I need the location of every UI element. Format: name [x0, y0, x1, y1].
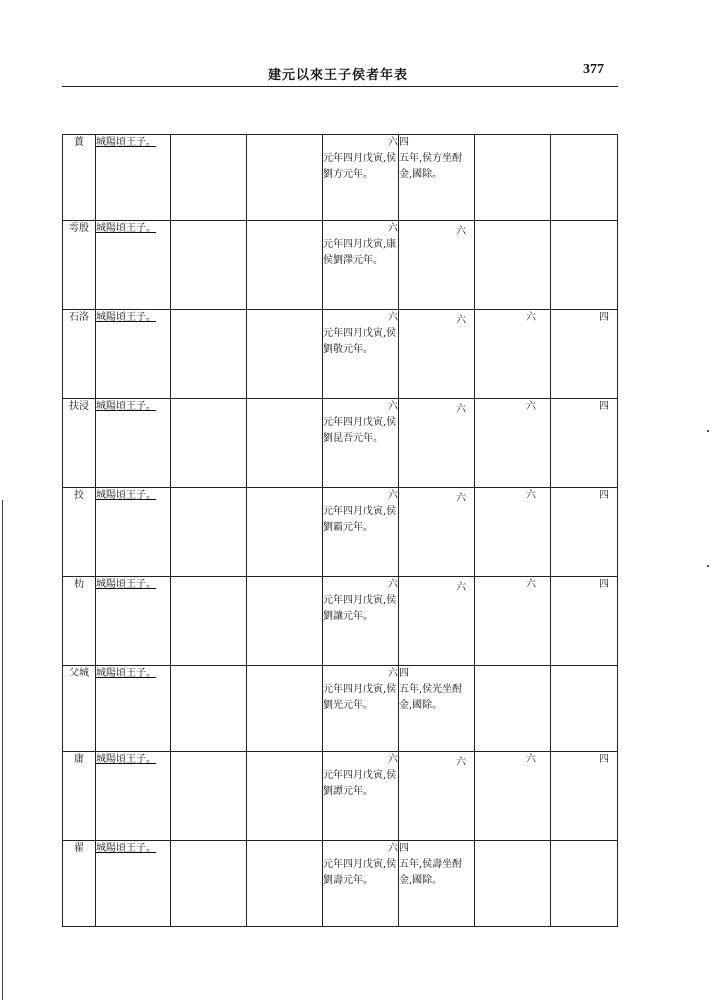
lineage-text: 城陽頃王子。 — [96, 137, 156, 148]
period-cell: 四 — [551, 310, 618, 399]
empty-cell — [171, 135, 247, 221]
empty-cell — [171, 221, 247, 310]
abolition-text: 五年,侯壽坐酎金,國除。 — [399, 859, 463, 886]
fief-name: 父城 — [63, 666, 96, 752]
lineage-cell — [96, 399, 171, 488]
period-cell: 六 — [399, 577, 475, 666]
empty-cell — [171, 577, 247, 666]
period-cell: 六 — [399, 399, 475, 488]
year-count: 六 — [388, 137, 398, 148]
empty-cell — [171, 841, 247, 927]
period-cell: 六 — [475, 488, 551, 577]
period-cell: 六 — [475, 752, 551, 841]
table-row — [63, 666, 618, 752]
abolition-text: 五年,侯方坐酎金,國除。 — [399, 153, 463, 180]
year-count: 六 — [388, 490, 398, 501]
enfeoffment-cell — [323, 841, 399, 927]
period-cell — [551, 135, 618, 221]
enfeoffment-cell — [323, 399, 399, 488]
lineage-text: 城陽頃王子。 — [96, 843, 156, 854]
period-cell: 六 — [399, 310, 475, 399]
table-row — [63, 399, 618, 488]
empty-cell — [247, 577, 323, 666]
year-count: 四 — [399, 668, 409, 679]
period-cell: 六 — [475, 310, 551, 399]
year-count: 六 — [388, 668, 398, 679]
table-row — [63, 310, 618, 399]
marquis-yearly-table — [62, 134, 618, 927]
empty-cell — [247, 488, 323, 577]
scan-speck — [707, 565, 709, 567]
fief-name: 雩殷 — [63, 221, 96, 310]
fief-name: 朸 — [63, 577, 96, 666]
enfeoffment-text: 元年四月戊寅,侯劉方元年。 — [323, 153, 397, 180]
fief-name: 石洛 — [63, 310, 96, 399]
enfeoffment-text: 元年四月戊寅,康侯劉澤元年。 — [323, 239, 397, 266]
year-count: 四 — [399, 137, 409, 148]
scan-edge-line — [2, 500, 3, 1000]
fief-name: 蕢 — [63, 135, 96, 221]
empty-cell — [171, 310, 247, 399]
table-row — [63, 221, 618, 310]
year-count: 六 — [388, 843, 398, 854]
period-cell: 六 — [475, 577, 551, 666]
empty-cell — [247, 752, 323, 841]
period-cell — [551, 221, 618, 310]
fief-name: 挍 — [63, 488, 96, 577]
enfeoffment-cell — [323, 135, 399, 221]
fief-name: 庸 — [63, 752, 96, 841]
lineage-cell — [96, 752, 171, 841]
year-count: 四 — [399, 843, 409, 854]
empty-cell — [247, 666, 323, 752]
lineage-cell — [96, 841, 171, 927]
empty-cell — [247, 135, 323, 221]
lineage-text: 城陽頃王子。 — [96, 223, 156, 234]
lineage-cell — [96, 488, 171, 577]
enfeoffment-text: 元年四月戊寅,侯劉壽元年。 — [323, 859, 397, 886]
enfeoffment-cell — [323, 577, 399, 666]
enfeoffment-cell — [323, 310, 399, 399]
lineage-cell — [96, 221, 171, 310]
fief-name: 扶浸 — [63, 399, 96, 488]
abolition-text: 五年,侯光坐酎金,國除。 — [399, 684, 463, 711]
enfeoffment-text: 元年四月戊寅,侯劉敬元年。 — [323, 328, 397, 355]
lineage-cell — [96, 135, 171, 221]
scan-speck — [707, 430, 709, 432]
period-cell — [551, 841, 618, 927]
period-cell: 四 — [551, 399, 618, 488]
empty-cell — [171, 488, 247, 577]
lineage-text: 城陽頃王子。 — [96, 401, 156, 412]
lineage-text: 城陽頃王子。 — [96, 490, 156, 501]
period-cell: 六 — [399, 221, 475, 310]
period-cell — [475, 841, 551, 927]
lineage-cell — [96, 310, 171, 399]
period-cell: 四 — [551, 752, 618, 841]
lineage-text: 城陽頃王子。 — [96, 579, 156, 590]
enfeoffment-cell — [323, 221, 399, 310]
period-cell — [475, 135, 551, 221]
lineage-text: 城陽頃王子。 — [96, 754, 156, 765]
period-cell — [475, 221, 551, 310]
table-row — [63, 488, 618, 577]
period-cell: 六 — [399, 752, 475, 841]
period-cell — [475, 666, 551, 752]
table-row — [63, 577, 618, 666]
empty-cell — [247, 221, 323, 310]
table-row — [63, 135, 618, 221]
enfeoffment-cell — [323, 488, 399, 577]
year-count: 六 — [388, 579, 398, 590]
empty-cell — [247, 399, 323, 488]
table-row — [63, 752, 618, 841]
year-count: 六 — [388, 312, 398, 323]
year-count: 六 — [388, 754, 398, 765]
period-cell — [551, 666, 618, 752]
lineage-text: 城陽頃王子。 — [96, 668, 156, 679]
enfeoffment-text: 元年四月戊寅,侯劉讓元年。 — [323, 595, 397, 622]
lineage-cell — [96, 577, 171, 666]
lineage-text: 城陽頃王子。 — [96, 312, 156, 323]
empty-cell — [247, 310, 323, 399]
period-cell — [399, 841, 475, 927]
year-count: 六 — [388, 401, 398, 412]
empty-cell — [171, 752, 247, 841]
enfeoffment-text: 元年四月戊寅,侯劉昆吾元年。 — [323, 417, 397, 444]
enfeoffment-cell — [323, 752, 399, 841]
period-cell: 六 — [399, 488, 475, 577]
year-count: 六 — [388, 223, 398, 234]
enfeoffment-text: 元年四月戊寅,侯劉光元年。 — [323, 684, 397, 711]
empty-cell — [247, 841, 323, 927]
page-number: 377 — [583, 62, 604, 77]
lineage-cell — [96, 666, 171, 752]
empty-cell — [171, 666, 247, 752]
page-header-title: 建元以來王子侯者年表 — [268, 68, 409, 83]
period-cell — [399, 135, 475, 221]
header-rule — [62, 86, 618, 87]
enfeoffment-text: 元年四月戊寅,侯劉譚元年。 — [323, 770, 397, 797]
table-row — [63, 841, 618, 927]
period-cell — [399, 666, 475, 752]
period-cell: 四 — [551, 577, 618, 666]
period-cell: 六 — [475, 399, 551, 488]
enfeoffment-text: 元年四月戊寅,侯劉霸元年。 — [323, 506, 397, 533]
period-cell: 四 — [551, 488, 618, 577]
enfeoffment-cell — [323, 666, 399, 752]
fief-name: 翟 — [63, 841, 96, 927]
empty-cell — [171, 399, 247, 488]
